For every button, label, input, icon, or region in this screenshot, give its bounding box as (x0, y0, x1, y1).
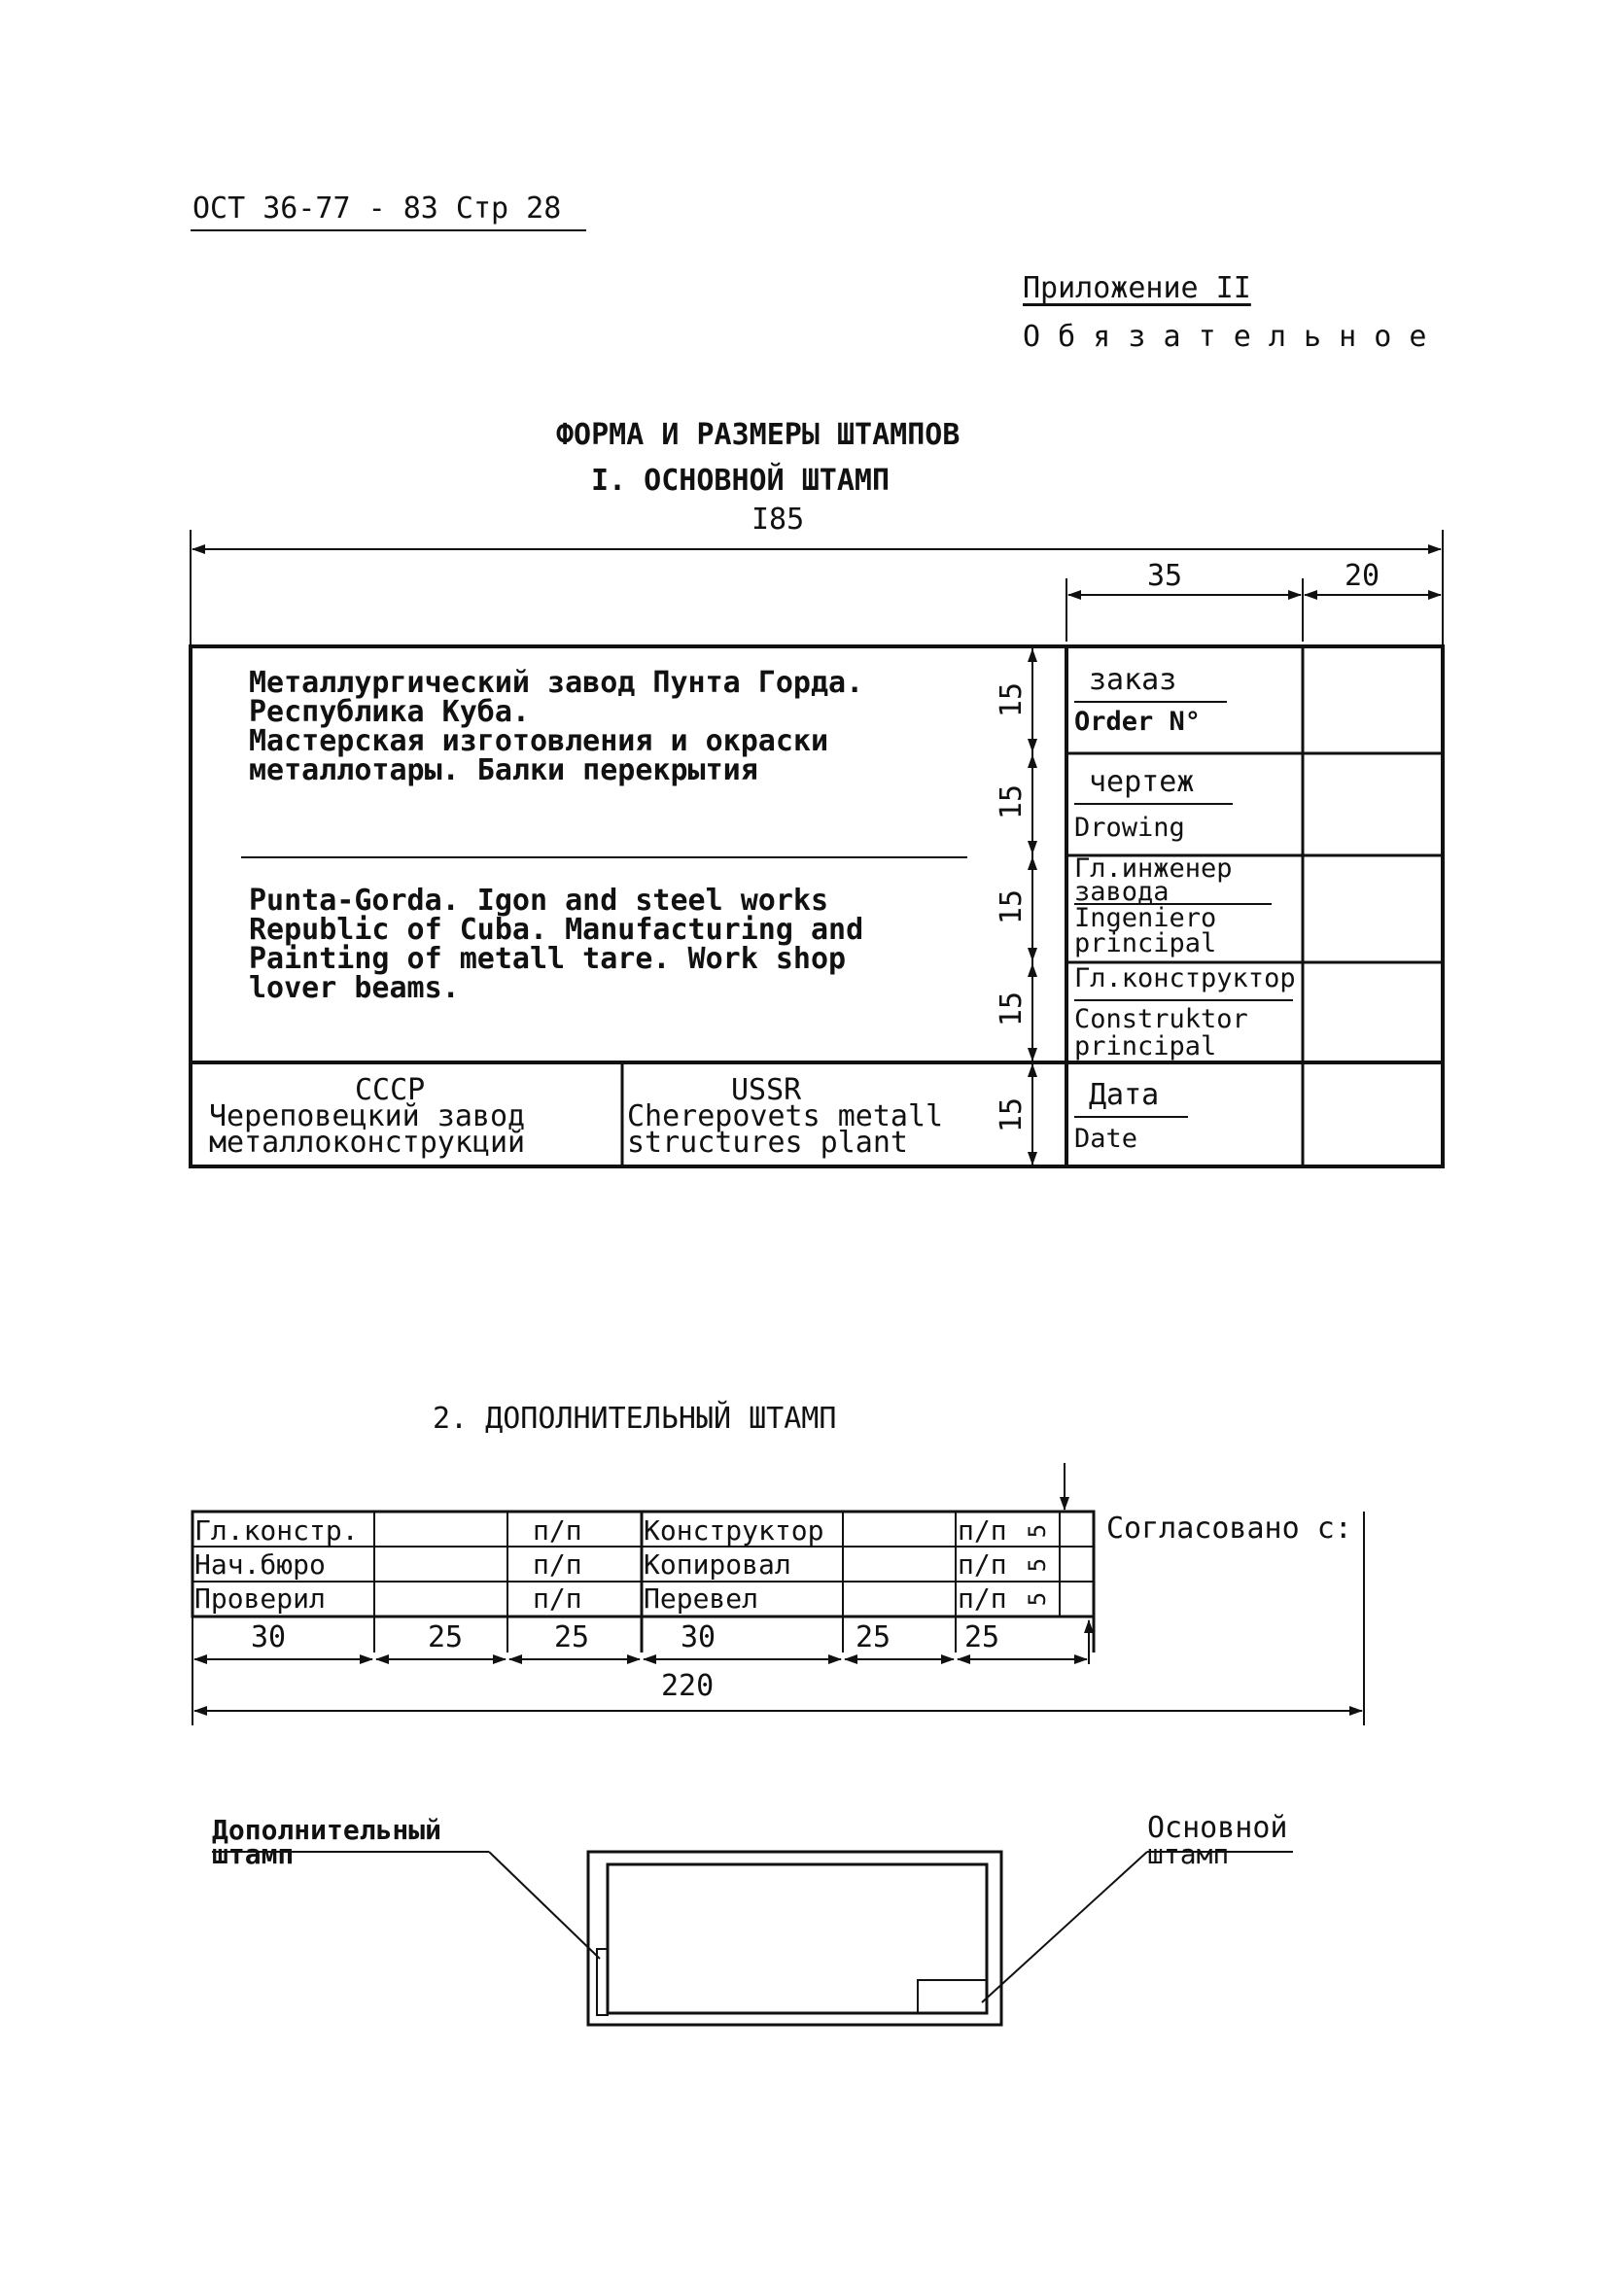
dim-row-15: 15 (995, 888, 1030, 925)
field-chief-engineer-ru: Гл.инженер завода (1074, 853, 1233, 907)
dim-col-35: 35 (1147, 559, 1183, 593)
dim-total-width: I85 (751, 503, 805, 537)
field-chief-engineer-en: Ingeniero principal (1074, 903, 1217, 958)
product-en: lover beams. (249, 971, 460, 1005)
footer-plant-en: Cherepovets metall (627, 1099, 944, 1133)
section-2-title: 2. ДОПОЛНИТЕЛЬНЫЙ ШТАМП (433, 1402, 837, 1436)
label-extra-stamp: Дополнительный (212, 1814, 442, 1846)
plant-name-en: Punta-Gorda. Igon and steel works (249, 884, 829, 918)
extra-cell-role: Копировал (644, 1548, 791, 1581)
extra-cell-pp: п/п (533, 1514, 582, 1547)
dim-col: 25 (428, 1620, 464, 1654)
mandatory-label: О б я з а т е л ь н о е (1023, 320, 1427, 354)
field-chief-designer-ru: Гл.конструктор (1074, 963, 1296, 993)
page-title: ФОРМА И РАЗМЕРЫ ШТАМПОВ (556, 418, 961, 452)
footer-plant-ru: Череповецкий завод (209, 1099, 526, 1133)
footer-plant-en-2: structures plant (627, 1126, 908, 1160)
workshop-ru: Мастерская изготовления и окраски (249, 724, 829, 758)
country-en: Republic of Cuba. Manufacturing and (249, 913, 864, 947)
extra-cell-pp: п/п (958, 1583, 1007, 1615)
dim-col: 25 (554, 1620, 590, 1654)
product-ru: металлотары. Балки перекрытия (249, 753, 758, 787)
extra-cell-role: Нач.бюро (194, 1548, 326, 1581)
extra-cell-role: Проверил (194, 1583, 326, 1615)
dim-row-15: 15 (995, 783, 1030, 820)
extra-cell-role: Гл.констр. (194, 1514, 359, 1547)
extra-cell-pp: п/п (533, 1583, 582, 1615)
dim-col-20: 20 (1345, 559, 1380, 593)
extra-cell-pp: п/п (533, 1548, 582, 1581)
extra-row-height: 5 (1024, 1591, 1052, 1607)
dim-col: 25 (964, 1620, 1000, 1654)
extra-cell-role: Перевел (644, 1583, 759, 1615)
label-main-stamp-2: штамп (1147, 1838, 1230, 1870)
footer-country-ru: СССР (355, 1073, 426, 1107)
field-date-ru: Дата (1089, 1078, 1160, 1112)
field-order-en: Order N° (1074, 707, 1202, 737)
country-ru: Республика Куба. (249, 695, 530, 729)
extra-cell-pp: п/п (958, 1514, 1007, 1547)
field-drawing-en: Drowing (1074, 813, 1185, 843)
dim-row-15: 15 (995, 681, 1030, 718)
footer-country-en: USSR (731, 1073, 802, 1107)
section-1-title: I. ОСНОВНОЙ ШТАМП (591, 464, 891, 498)
field-chief-designer-en: Construktor principal (1074, 1004, 1248, 1061)
extra-cell-pp: п/п (958, 1548, 1007, 1581)
appendix-label: Приложение II (1023, 271, 1251, 305)
field-drawing-ru: чертеж (1089, 765, 1195, 799)
dim-extra-total: 220 (661, 1669, 715, 1703)
workshop-en: Painting of metall tare. Work shop (249, 942, 847, 976)
label-extra-stamp-2: штамп (212, 1838, 295, 1870)
plant-name-ru: Металлургический завод Пунта Горда. (249, 666, 864, 700)
document-reference: ОСТ 36-77 - 83 Стр 28 (192, 191, 562, 226)
extra-cell-role: Конструктор (644, 1514, 824, 1547)
field-date-en: Date (1074, 1124, 1138, 1154)
dim-row-15: 15 (995, 1096, 1030, 1133)
extra-row-height: 5 (1024, 1557, 1052, 1573)
field-order-ru: заказ (1089, 663, 1177, 697)
dim-col: 30 (681, 1620, 716, 1654)
dim-row-15: 15 (995, 991, 1030, 1027)
label-main-stamp: Основной (1147, 1811, 1288, 1845)
extra-row-height: 5 (1024, 1523, 1052, 1539)
dim-col: 25 (856, 1620, 891, 1654)
dim-col: 30 (251, 1620, 287, 1654)
agreed-with-label: Согласовано с: (1106, 1512, 1352, 1546)
footer-plant-ru-2: металлоконструкций (209, 1126, 526, 1160)
